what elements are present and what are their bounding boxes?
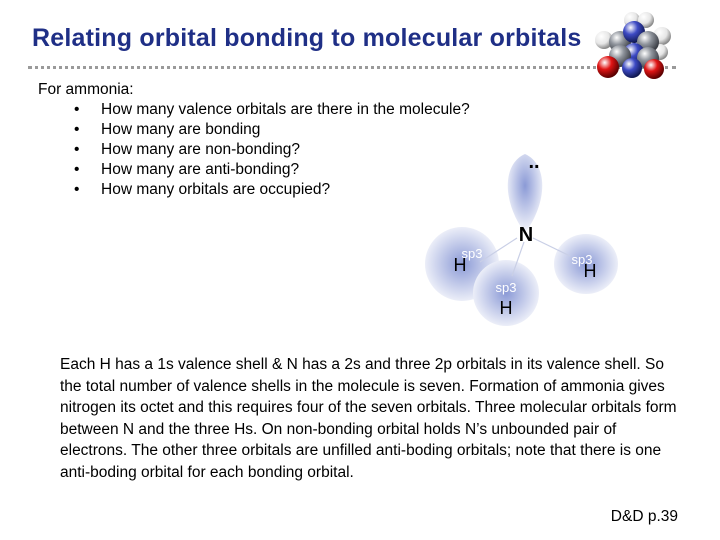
slide-title: Relating orbital bonding to molecular orbitals bbox=[32, 24, 582, 52]
explanation-paragraph: Each H has a 1s valence shell & N has a 2s and three 2p orbitals in its valence shell. So the total number of valence shells in the molecule is seven. Formation of ammonia gives nitrogen its octet and this requires four of the seven orbitals. Three molecular orbitals form between N and the three Hs. On non-bonding orbital holds N’s unbounded pair of electrons. The other three orbitals are unfilled anti-boding orbitals; note that there is one anti-boding orbital for each bonding orbital. bbox=[60, 356, 677, 481]
question-item: • How many are bonding bbox=[38, 120, 518, 140]
citation: D&D p.39 bbox=[610, 508, 678, 525]
question-item: • How many are anti-bonding? bbox=[38, 160, 518, 180]
oxygen-atom bbox=[644, 59, 664, 79]
question-item: • How many are non-bonding? bbox=[38, 140, 518, 160]
question-intro: For ammonia: bbox=[38, 81, 134, 98]
nitrogen-atom bbox=[622, 58, 642, 78]
molecule-model-image bbox=[592, 12, 672, 80]
oxygen-atom bbox=[597, 56, 619, 78]
question-item: • How many valence orbitals are there in the molecule? bbox=[38, 100, 518, 120]
hydrogen-label-bottom: H bbox=[499, 298, 513, 318]
sp3-label-right: sp3 bbox=[571, 252, 593, 267]
nitrogen-label: N bbox=[518, 224, 534, 246]
question-item: • How many orbitals are occupied? bbox=[38, 180, 518, 200]
ammonia-orbital-diagram bbox=[420, 150, 630, 330]
hydrogen-label-right: H bbox=[583, 261, 597, 281]
hydrogen-label-left: H bbox=[453, 255, 467, 275]
title-divider bbox=[28, 66, 676, 69]
lone-pair-dots: .. bbox=[528, 151, 540, 173]
sp3-label-left: sp3 bbox=[461, 246, 483, 261]
sp3-label-bottom: sp3 bbox=[495, 280, 517, 295]
